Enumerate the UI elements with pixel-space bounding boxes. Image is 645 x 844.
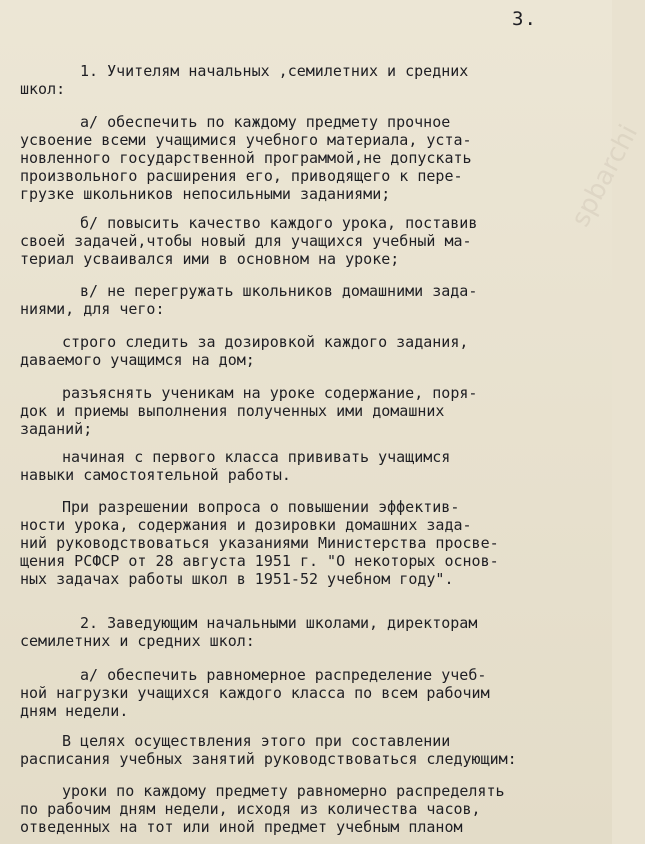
text-line: При разрешении вопроса о повышении эффектив-: [62, 498, 460, 516]
paragraph-schedule: [20, 732, 600, 768]
paragraph-ministry-reference: [20, 498, 600, 588]
paragraph-dosage: [20, 333, 600, 369]
text-line: расписания учебных занятий руководствоваться следующим:: [20, 750, 517, 768]
text-line: 2. Заведующим начальными школами, директорам: [80, 614, 478, 632]
text-line: 1. Учителям начальных ,семилетних и средних: [80, 62, 469, 80]
paragraph-teachers-heading: [20, 62, 600, 98]
text-line: териал усваивался ими в основном на уроке;: [20, 250, 400, 268]
text-line: строго следить за дозировкой каждого задания,: [62, 333, 469, 351]
text-line: ной нагрузки учащихся каждого класса по всем рабочим: [20, 684, 490, 702]
text-line: грузке школьников непосильными заданиями;: [20, 185, 391, 203]
text-line: произвольного расширения его, приводящего к пере-: [20, 167, 463, 185]
text-line: щения РСФСР от 28 августа 1951 г. "О некоторых основ-: [20, 552, 499, 570]
text-line: ности урока, содержания и дозировки домашних зада-: [20, 516, 472, 534]
paragraph-item-v: [20, 282, 600, 318]
text-line: док и приемы выполнения полученных ими домашних: [20, 402, 445, 420]
paragraph-item-a: [20, 113, 600, 203]
text-line: навыки самостоятельной работы.: [20, 466, 291, 484]
text-line: В целях осуществления этого при составлении: [62, 732, 451, 750]
text-line: школ:: [20, 80, 66, 98]
paragraph-lessons-distribution: [20, 782, 600, 836]
text-line: уроки по каждому предмету равномерно распределять: [62, 782, 505, 800]
text-line: семилетних и средних школ:: [20, 632, 255, 650]
text-line: заданий;: [20, 420, 93, 438]
text-line: начиная с первого класса прививать учащимся: [62, 448, 451, 466]
text-line: ний руководствоваться указаниями Министерства просве-: [20, 534, 499, 552]
paragraph-explain: [20, 384, 600, 438]
text-line: ниями, для чего:: [20, 300, 165, 318]
text-line: в/ не перегружать школьников домашними зада-: [80, 282, 478, 300]
text-line: по рабочим дням недели, исходя из количества часов,: [20, 800, 481, 818]
text-line: усвоение всеми учащимися учебного материала, уста-: [20, 131, 472, 149]
text-line: ных задачах работы школ в 1951-52 учебном году".: [20, 570, 454, 588]
text-line: дням недели.: [20, 702, 129, 720]
paragraph-heads-heading: [20, 614, 600, 650]
text-line: а/ обеспечить по каждому предмету прочное: [80, 113, 451, 131]
paragraph-heads-item-a: [20, 666, 600, 720]
text-line: разъяснять ученикам на уроке содержание, поря-: [62, 384, 478, 402]
text-line: даваемого учащимся на дом;: [20, 351, 255, 369]
text-line: новленного государственной программой,не допускать: [20, 149, 472, 167]
text-line: отведенных на тот или иной предмет учебным планом: [20, 818, 463, 836]
paragraph-item-b: [20, 214, 600, 268]
text-line: б/ повысить качество каждого урока, поставив: [80, 214, 478, 232]
archive-watermark: spbarchi: [566, 120, 645, 232]
text-line: своей задачей,чтобы новый для учащихся учебный ма-: [20, 232, 472, 250]
paragraph-skills: [20, 448, 600, 484]
page-number: 3.: [512, 8, 537, 30]
text-line: а/ обеспечить равномерное распределение учеб-: [80, 666, 487, 684]
